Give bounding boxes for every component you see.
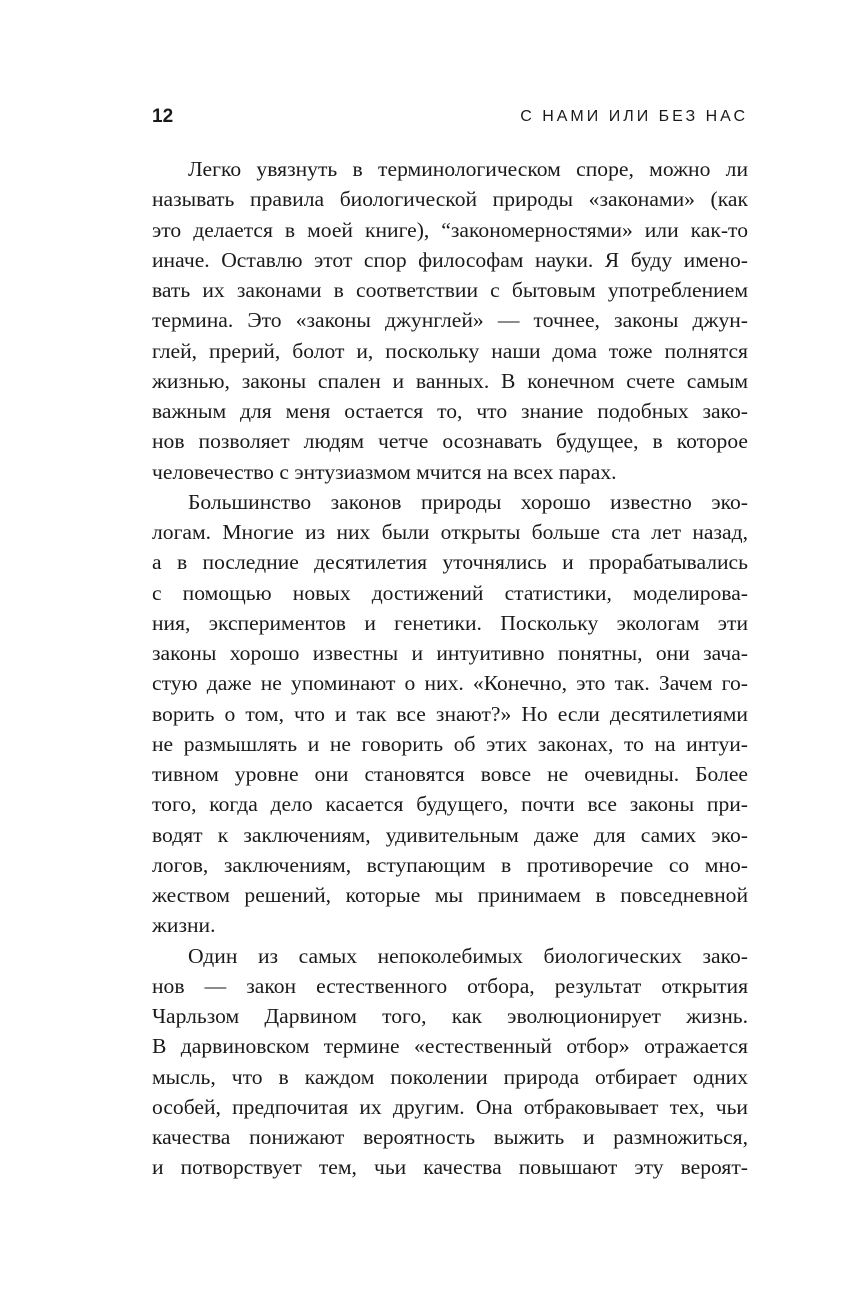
text-line: и потворствует тем, чьи качества повышают эту вероят- xyxy=(152,1155,748,1180)
page-header xyxy=(152,104,748,134)
text-line: мысль, что в каждом поколении природа отбирает одних xyxy=(152,1064,748,1089)
text-line: логам. Многие из них были открыты больше ста лет назад, xyxy=(152,520,748,544)
text-line: тивном уровне они становятся вовсе не очевидны. Более xyxy=(152,762,748,786)
text-line: с помощью новых достижений статистики, моделирова- xyxy=(152,580,748,605)
text-line: Один из самых непоколебимых биологических зако- xyxy=(188,943,748,968)
text-line: жеством решений, которые мы принимаем в повседневной xyxy=(152,883,748,907)
text-line: глей, прерий, болот и, поскольку наши дома тоже полнятся xyxy=(152,338,748,363)
text-line: того, когда дело касается будущего, почти все законы при- xyxy=(152,792,748,817)
text-line: термина. Это «законы джунглей» — точнее, законы джун- xyxy=(152,308,748,333)
text-line: нов — закон естественного отбора, результат открытия xyxy=(152,973,748,998)
text-line: Легко увязнуть в терминологическом споре, можно ли xyxy=(188,157,748,181)
page-number: 12 xyxy=(152,106,174,127)
text-line: называть правила биологической природы «законами» (как xyxy=(152,187,748,212)
text-line: вать их законами в соответствии с бытовым употреблением xyxy=(152,278,748,302)
running-title: С НАМИ ИЛИ БЕЗ НАС xyxy=(520,108,748,125)
text-line: логов, заключениям, вступающим в противоречие со мно- xyxy=(152,852,748,877)
text-line: жизни. xyxy=(152,913,216,938)
text-line: не размышлять и не говорить об этих законах, то на интуи- xyxy=(152,731,748,756)
text-line: законы хорошо известны и интуитивно понятны, они зача- xyxy=(152,641,748,665)
paragraph xyxy=(152,154,748,487)
paragraph xyxy=(152,941,748,1183)
text-line: иначе. Оставлю этот спор философам науки. Я буду имено- xyxy=(152,247,748,272)
text-line: человечество с энтузиазмом мчится на всех парах. xyxy=(152,459,617,484)
text-line: нов позволяет людям четче осознавать будущее, в которое xyxy=(152,429,748,454)
text-line: это делается в моей книге), “закономерностями» или как-то xyxy=(152,217,748,242)
text-line: жизнью, законы спален и ванных. В конечном счете самым xyxy=(152,368,748,393)
text-line: ния, экспериментов и генетики. Поскольку экологам эти xyxy=(152,610,748,635)
text-line: стую даже не упоминают о них. «Конечно, это так. Зачем го- xyxy=(152,671,748,696)
text-line: качества понижают вероятность выжить и размножиться, xyxy=(152,1125,748,1149)
text-line: Чарльзом Дарвином того, как эволюционирует жизнь. xyxy=(152,1004,748,1028)
text-line: Большинство законов природы хорошо известно эко- xyxy=(188,489,748,514)
body-text xyxy=(152,154,748,1183)
text-line: важным для меня остается то, что знание подобных зако- xyxy=(152,399,748,423)
text-line: водят к заключениям, удивительным даже для самих эко- xyxy=(152,822,748,847)
paragraph xyxy=(152,487,748,941)
text-line: В дарвиновском термине «естественный отбор» отражается xyxy=(152,1034,748,1059)
text-line: а в последние десятилетия уточнялись и прорабатывались xyxy=(152,550,748,575)
text-line: особей, предпочитая их другим. Она отбраковывает тех, чьи xyxy=(152,1094,748,1119)
text-line: ворить о том, что и так все знают?» Но если десятилетиями xyxy=(152,701,748,726)
